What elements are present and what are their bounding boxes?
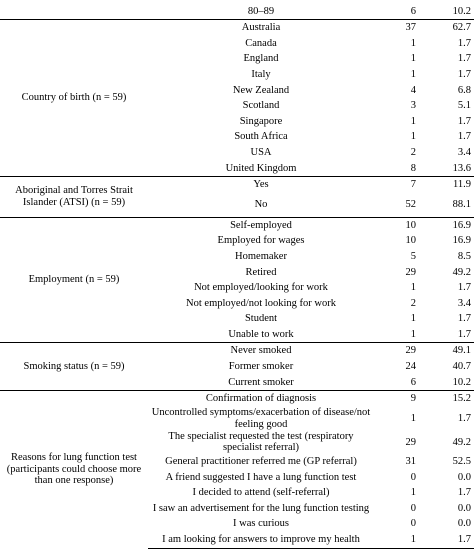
- table-row: [0, 177, 474, 193]
- percent-cell: 10.2: [422, 4, 474, 20]
- count-cell: 0: [410, 518, 416, 530]
- category-label: Smoking status (n = 59): [0, 343, 148, 391]
- count-cell: 52: [374, 193, 422, 218]
- percent-cell: 1.7: [422, 532, 474, 548]
- count-cell: 29: [405, 266, 416, 278]
- count-cell: 24: [405, 361, 416, 373]
- percent-cell: 40.7: [452, 361, 471, 373]
- count-cell: 31: [405, 455, 416, 467]
- table-row: [0, 217, 474, 233]
- percent-cell: 8.5: [457, 250, 471, 262]
- subcategory-cell: Yes: [148, 177, 374, 193]
- percent-cell: 49.2: [452, 266, 471, 278]
- subcategory-cell: Employed for wages: [217, 235, 305, 247]
- count-cell: 1: [410, 313, 416, 325]
- percent-cell: 88.1: [422, 193, 474, 218]
- subcategory-cell: I saw an advertisement for the lung function testing: [152, 502, 370, 514]
- table-row: [0, 20, 474, 36]
- percent-cell: 62.7: [422, 20, 474, 36]
- subcategory-cell: Not employed/looking for work: [194, 282, 328, 294]
- subcategory-cell: Uncontrolled symptoms/exacerbation of disease/not feeling good: [151, 407, 371, 430]
- percent-cell: 5.1: [457, 100, 471, 112]
- subcategory-cell: USA: [250, 146, 272, 158]
- subcategory-cell: United Kingdom: [148, 161, 374, 177]
- count-cell: 10: [405, 235, 416, 247]
- count-cell: 3: [410, 100, 416, 112]
- count-cell: 1: [410, 53, 416, 65]
- count-cell: 8: [374, 161, 422, 177]
- count-cell: 7: [374, 177, 422, 193]
- subcategory-cell: South Africa: [234, 131, 288, 143]
- count-cell: 5: [410, 250, 416, 262]
- table-row: [0, 391, 474, 407]
- table-row: [0, 343, 474, 359]
- count-cell: 1: [410, 282, 416, 294]
- percent-cell: 0.0: [457, 502, 471, 514]
- percent-cell: 10.2: [422, 375, 474, 391]
- category-label: Employment (n = 59): [0, 217, 148, 343]
- subcategory-cell: I was curious: [233, 518, 289, 530]
- percent-cell: 3.4: [457, 297, 471, 309]
- count-cell: 6: [374, 4, 422, 20]
- percent-cell: 3.4: [457, 146, 471, 158]
- count-cell: 4: [410, 84, 416, 96]
- count-cell: 37: [374, 20, 422, 36]
- percent-cell: 0.0: [457, 518, 471, 530]
- subcategory-cell: 80–89: [148, 4, 374, 20]
- percent-cell: 1.7: [457, 53, 471, 65]
- subcategory-cell: General practitioner referred me (GP referral): [165, 455, 357, 467]
- percent-cell: 6.8: [457, 84, 471, 96]
- count-cell: 2: [410, 297, 416, 309]
- percent-cell: 0.0: [457, 471, 471, 483]
- percent-cell: 1.7: [457, 115, 471, 127]
- subcategory-cell: Australia: [148, 20, 374, 36]
- percent-cell: 1.7: [457, 487, 471, 499]
- subcategory-cell: Unable to work: [148, 327, 374, 343]
- subcategory-cell: Never smoked: [148, 343, 374, 359]
- subcategory-cell: Italy: [251, 68, 271, 80]
- percent-cell: 15.2: [422, 391, 474, 407]
- subcategory-cell: Singapore: [239, 115, 283, 127]
- subcategory-cell: I am looking for answers to improve my health: [148, 532, 374, 548]
- percent-cell: 1.7: [457, 37, 471, 49]
- count-cell: 0: [410, 471, 416, 483]
- percent-cell: 16.9: [452, 235, 471, 247]
- category-label: Aboriginal and Torres Strait Islander (ATSI) (n = 59): [0, 177, 148, 218]
- percent-cell: 1.7: [457, 68, 471, 80]
- count-cell: 1: [410, 115, 416, 127]
- subcategory-cell: I decided to attend (self-referral): [192, 487, 330, 499]
- count-cell: 10: [374, 217, 422, 233]
- count-cell: 2: [410, 146, 416, 158]
- percent-cell: 11.9: [422, 177, 474, 193]
- subcategory-cell: New Zealand: [232, 84, 290, 96]
- count-cell: 29: [405, 436, 416, 448]
- percent-cell: 52.5: [452, 455, 471, 467]
- count-cell: 9: [374, 391, 422, 407]
- subcategory-cell: Self-employed: [148, 217, 374, 233]
- subcategory-cell: Confirmation of diagnosis: [148, 391, 374, 407]
- subcategory-cell: Student: [244, 313, 278, 325]
- subcategory-cell: England: [243, 53, 279, 65]
- category-label: [0, 0, 148, 20]
- count-cell: 1: [410, 413, 416, 425]
- count-cell: 1: [374, 532, 422, 548]
- count-cell: 1: [410, 68, 416, 80]
- subcategory-cell: Current smoker: [148, 375, 374, 391]
- percent-cell: 1.7: [457, 413, 471, 425]
- count-cell: 0: [410, 502, 416, 514]
- count-cell: 1: [374, 327, 422, 343]
- subcategory-cell: Not employed/not looking for work: [186, 297, 336, 309]
- subcategory-cell: No: [148, 193, 374, 218]
- percent-cell: 1.7: [457, 313, 471, 325]
- count-cell: 29: [374, 343, 422, 359]
- count-cell: 6: [374, 375, 422, 391]
- percent-cell: 49.2: [452, 436, 471, 448]
- subcategory-cell: A friend suggested I have a lung function test: [165, 471, 357, 483]
- percent-cell: 49.1: [422, 343, 474, 359]
- category-label: Reasons for lung function test (participants could choose more than one response): [0, 391, 148, 548]
- percent-cell: 1.7: [422, 327, 474, 343]
- subcategory-cell: Homemaker: [235, 250, 287, 262]
- subcategory-cell: Scotland: [242, 100, 280, 112]
- subcategory-cell: The specialist requested the test (respiratory specialist referral): [168, 430, 354, 454]
- subcategory-cell: Canada: [245, 37, 277, 49]
- percent-cell: 13.6: [422, 161, 474, 177]
- percent-cell: 16.9: [422, 217, 474, 233]
- category-label: Country of birth (n = 59): [0, 20, 148, 177]
- percent-cell: 1.7: [457, 131, 471, 143]
- count-cell: 1: [410, 37, 416, 49]
- subcategory-cell: Retired: [245, 266, 277, 278]
- subcategory-cell: Former smoker: [228, 361, 294, 373]
- percent-cell: 1.7: [457, 282, 471, 294]
- count-cell: 1: [410, 131, 416, 143]
- count-cell: 1: [410, 487, 416, 499]
